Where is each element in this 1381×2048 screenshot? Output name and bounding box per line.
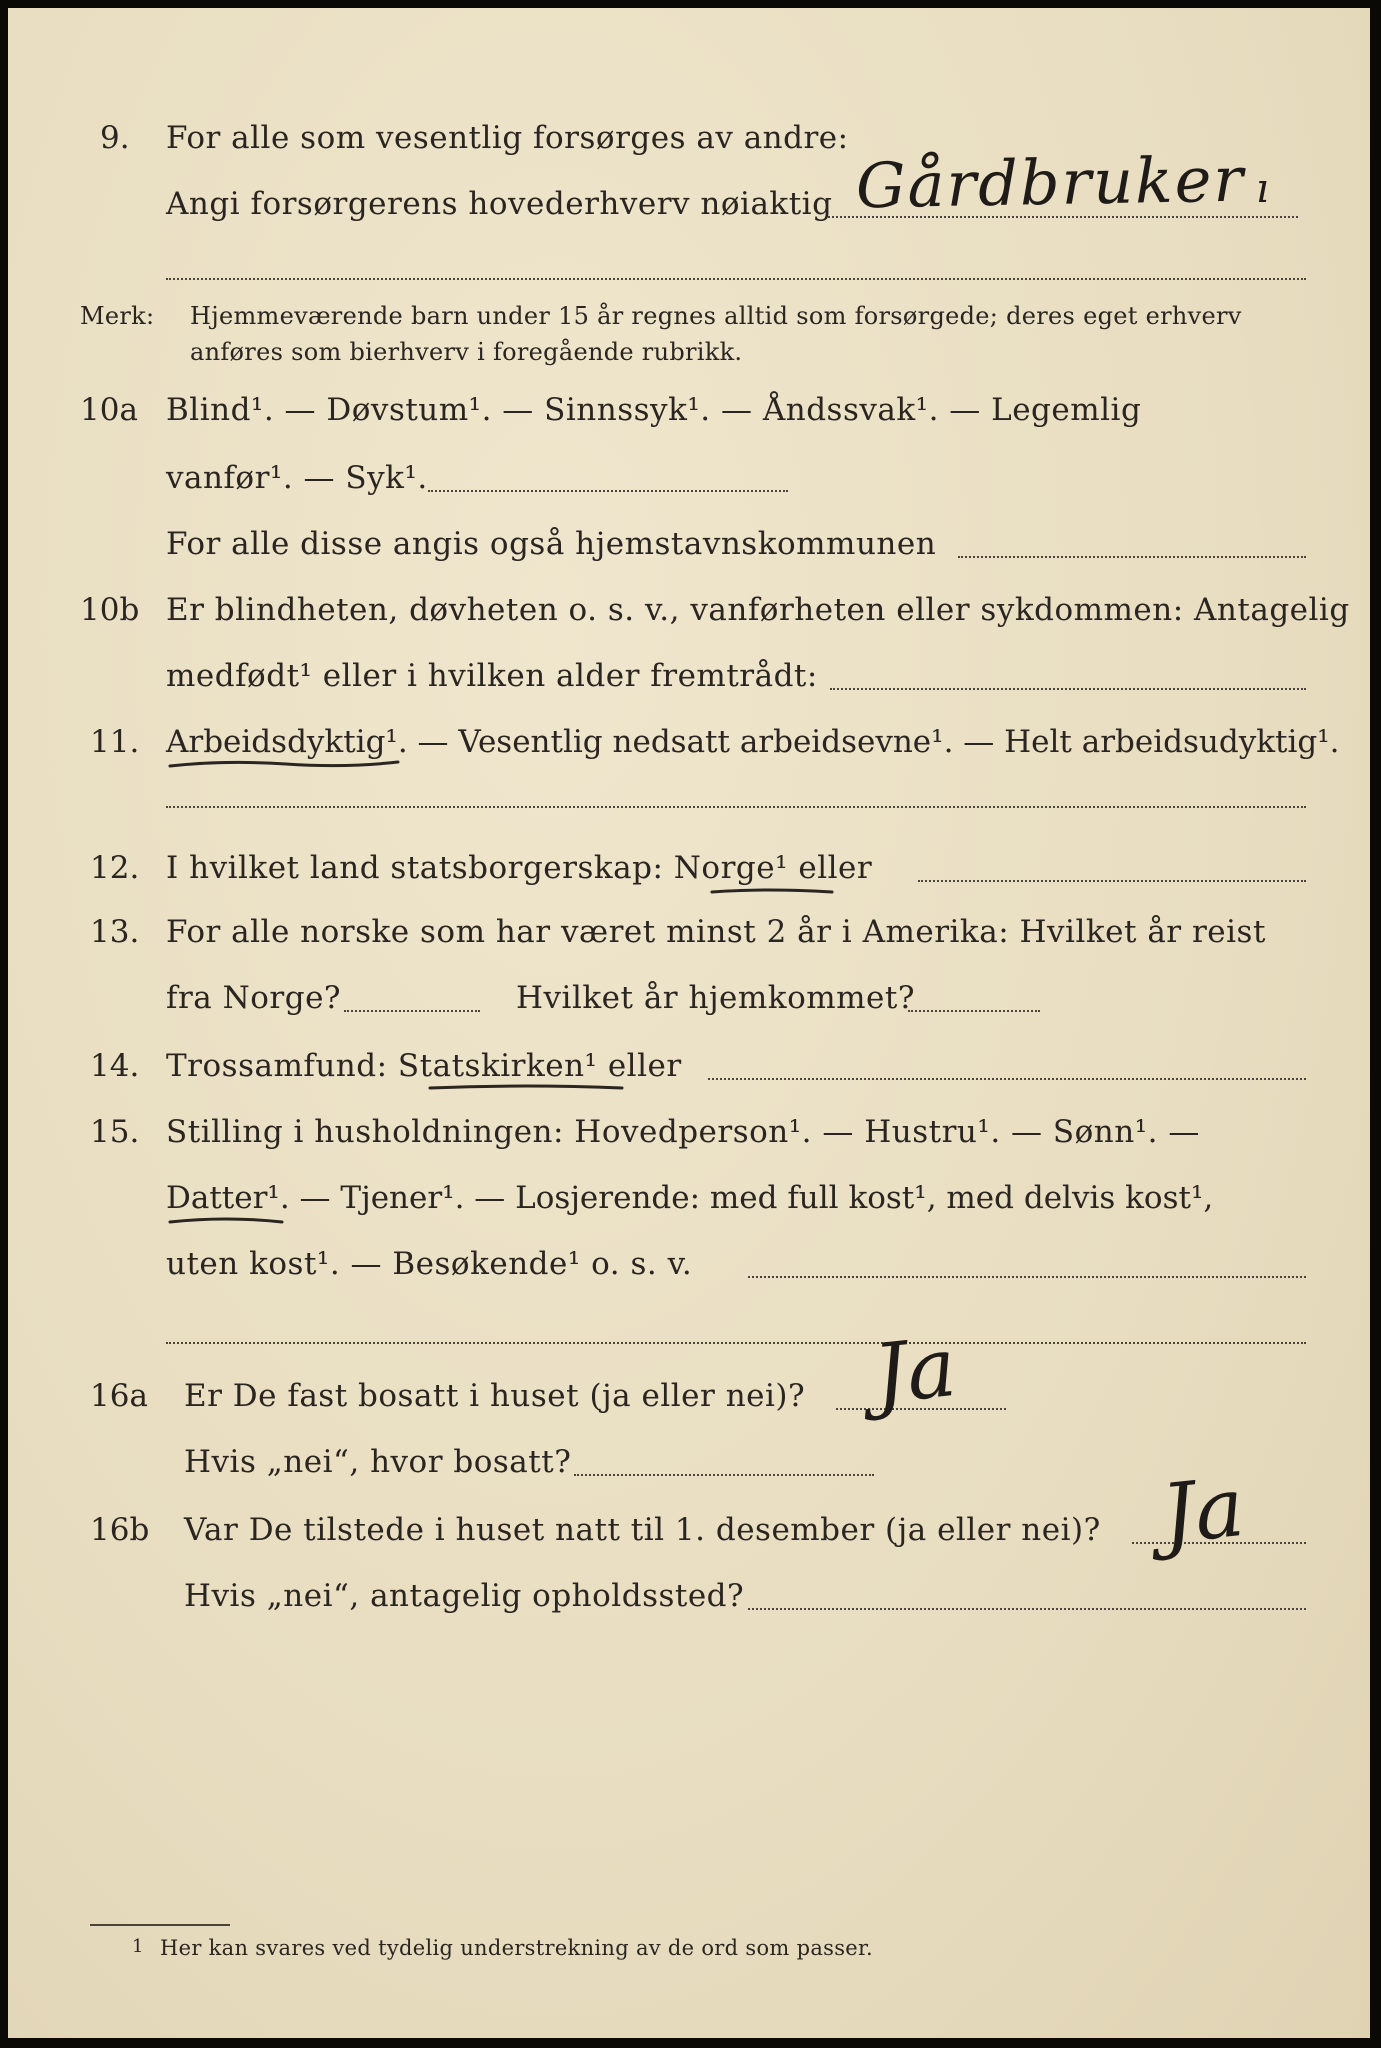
item-13-line-2a: fra Norge? [166, 980, 342, 1016]
item-11-underline-arbeidsdyktig [166, 756, 406, 772]
item-15-line-3: uten kost¹. — Besøkende¹ o. s. v. [166, 1246, 693, 1282]
item-16a-location-line [574, 1474, 874, 1476]
item-14-underline-statskirken [426, 1080, 626, 1094]
item-9-line-2: Angi forsørgerens hovederhverv nøiaktig [166, 186, 833, 222]
item-12-answer-line [918, 880, 1306, 882]
merk-line-2: anføres som bierhverv i foregående rubrikk. [190, 338, 743, 366]
item-13-return-line [908, 1010, 1040, 1012]
item-9-handwritten-answer: Gårdbruker [855, 142, 1246, 223]
item-9-handwritten-mark: ı [1256, 166, 1269, 212]
footnote-marker: 1 [132, 1936, 144, 1957]
item-16a-line-2: Hvis „nei“, hvor bosatt? [184, 1444, 572, 1480]
item-10a-line-3: For alle disse angis også hjemstavnskommunen [166, 526, 937, 562]
item-10a-number: 10a [80, 392, 138, 428]
footnote-text: Her kan svares ved tydelig understrekning av de ord som passer. [160, 1936, 874, 1960]
item-9-line-1: For alle som vesentlig forsørges av andre: [166, 120, 849, 156]
item-10b-answer-line [830, 688, 1306, 690]
footnote-rule [90, 1924, 230, 1926]
item-10b-number: 10b [80, 592, 140, 628]
item-16a-line-1: Er De fast bosatt i huset (ja eller nei)? [184, 1378, 806, 1414]
item-14-line-1: Trossamfund: Statskirken¹ eller [166, 1048, 682, 1084]
item-11-line-1: Arbeidsdyktig¹. — Vesentlig nedsatt arbeidsevne¹. — Helt arbeidsudyktig¹. [166, 724, 1340, 760]
item-16b-location-line [748, 1608, 1306, 1610]
item-10b-line-1: Er blindheten, døvheten o. s. v., vanførheten eller sykdommen: Antagelig [166, 592, 1350, 628]
item-15-number: 15. [90, 1114, 140, 1150]
item-15-answer-line [748, 1276, 1306, 1278]
item-12-number: 12. [90, 850, 140, 886]
item-12-underline-norge [708, 884, 838, 898]
item-15-extra-line [166, 1342, 1306, 1344]
item-16a-handwritten-answer: Ja [869, 1319, 961, 1424]
item-10a-answer-line [428, 490, 788, 492]
item-13-number: 13. [90, 914, 140, 950]
item-10b-line-2: medfødt¹ eller i hvilken alder fremtrådt: [166, 658, 818, 694]
item-10a-line-1: Blind¹. — Døvstum¹. — Sinnssyk¹. — Åndssvak¹. — Legemlig [166, 392, 1142, 428]
item-10a-line-2: vanfør¹. — Syk¹. [166, 460, 428, 496]
item-16b-line-1: Var De tilstede i huset natt til 1. desember (ja eller nei)? [184, 1512, 1101, 1548]
item-13-line-2b: Hvilket år hjemkommet? [516, 980, 915, 1016]
item-15-underline-datter [166, 1214, 286, 1228]
item-15-line-1: Stilling i husholdningen: Hovedperson¹. — Hustru¹. — Sønn¹. — [166, 1114, 1200, 1150]
item-11-number: 11. [90, 724, 140, 760]
item-9-number: 9. [100, 120, 130, 156]
item-9-extra-line [166, 278, 1306, 280]
item-13-departure-line [344, 1010, 480, 1012]
item-11-extra-line [166, 806, 1306, 808]
item-16b-number: 16b [90, 1512, 150, 1548]
item-14-number: 14. [90, 1048, 140, 1084]
item-14-answer-line [708, 1078, 1306, 1080]
item-13-line-1: For alle norske som har været minst 2 år i Amerika: Hvilket år reist [166, 914, 1266, 950]
item-12-line-1: I hvilket land statsborgerskap: Norge¹ eller [166, 850, 873, 886]
item-15-line-2: Datter¹. — Tjener¹. — Losjerende: med full kost¹, med delvis kost¹, [166, 1180, 1214, 1216]
census-form-page [8, 8, 1370, 2038]
merk-line-1: Hjemmeværende barn under 15 år regnes alltid som forsørgede; deres eget erhverv [190, 302, 1242, 330]
merk-label: Merk: [80, 302, 155, 330]
item-16a-number: 16a [90, 1378, 148, 1414]
item-16b-handwritten-answer: Ja [1157, 1459, 1249, 1564]
item-16b-line-2: Hvis „nei“, antagelig opholdssted? [184, 1578, 745, 1614]
item-10a-home-line [958, 556, 1306, 558]
